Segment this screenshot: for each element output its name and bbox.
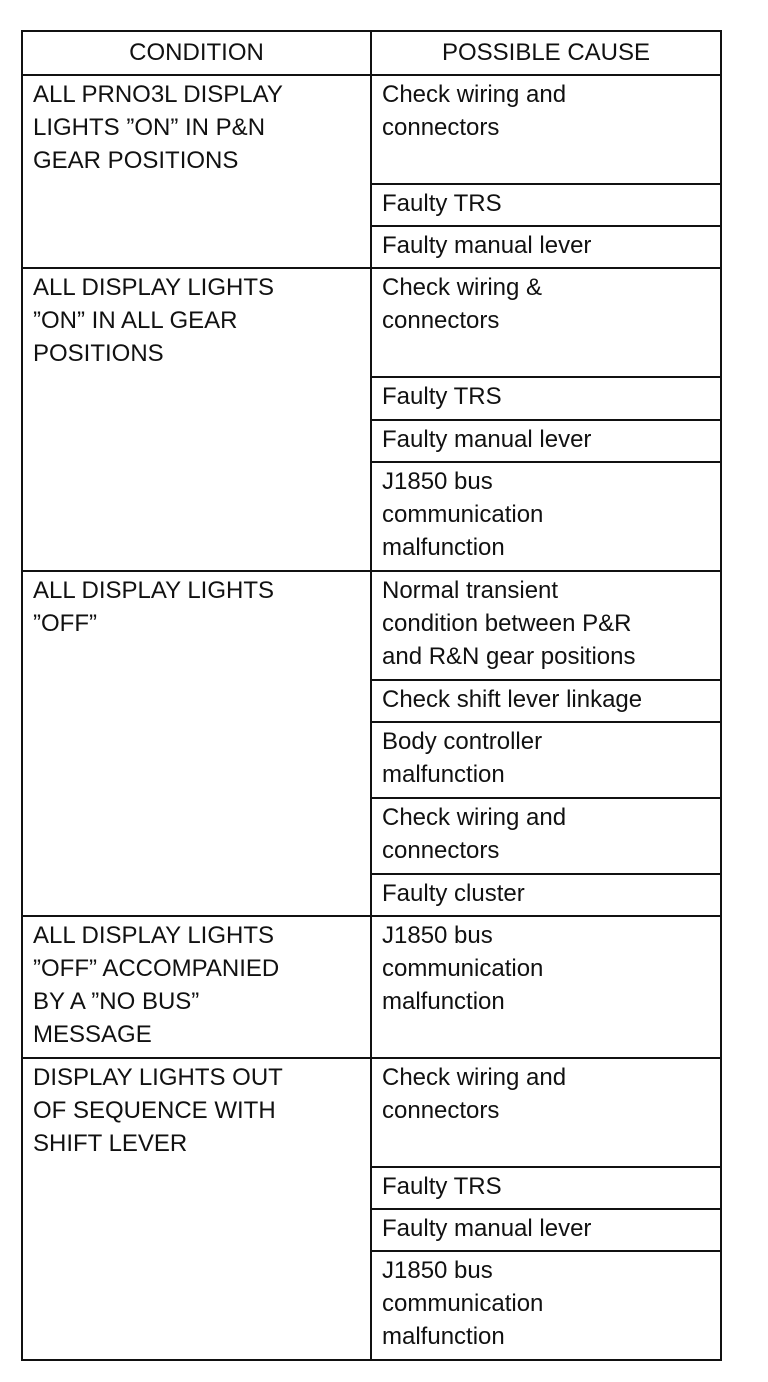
cause-cell: Normal transient condition between P&R and R&N gear positions	[371, 571, 721, 680]
table-row	[22, 268, 721, 377]
cause-cell: Check wiring and connectors	[371, 75, 721, 184]
cause-cell: Check wiring & connectors	[371, 268, 721, 377]
condition-cell: DISPLAY LIGHTS OUT OF SEQUENCE WITH SHIFT LEVER	[22, 1058, 371, 1360]
cause-cell: Check shift lever linkage	[371, 680, 721, 722]
cause-cell: Check wiring and connectors	[371, 798, 721, 874]
condition-header: CONDITION	[22, 31, 371, 75]
cause-cell: Faulty manual lever	[371, 420, 721, 462]
header-row	[22, 31, 721, 75]
cause-cell: Faulty cluster	[371, 874, 721, 916]
cause-cell: J1850 bus communication malfunction	[371, 462, 721, 571]
cause-cell: Body controller malfunction	[371, 722, 721, 798]
cause-cell: Check wiring and connectors	[371, 1058, 721, 1167]
cause-cell: Faulty TRS	[371, 377, 721, 420]
cause-cell: Faulty manual lever	[371, 1209, 721, 1251]
cause-cell: Faulty TRS	[371, 1167, 721, 1209]
condition-cell: ALL DISPLAY LIGHTS ”OFF” ACCOMPANIED BY A ”NO BUS” MESSAGE	[22, 916, 371, 1058]
cause-cell: J1850 bus communication malfunction	[371, 916, 721, 1058]
condition-cell: ALL DISPLAY LIGHTS ”ON” IN ALL GEAR POSITIONS	[22, 268, 371, 571]
cause-cell: J1850 bus communication malfunction	[371, 1251, 721, 1360]
condition-cell: ALL DISPLAY LIGHTS ”OFF”	[22, 571, 371, 916]
diagnosis-table	[21, 30, 722, 1361]
possible-cause-header: POSSIBLE CAUSE	[371, 31, 721, 75]
table-row	[22, 571, 721, 680]
cause-cell: Faulty manual lever	[371, 226, 721, 268]
cause-cell: Faulty TRS	[371, 184, 721, 226]
table-row	[22, 75, 721, 184]
table-row	[22, 916, 721, 1058]
condition-cell: ALL PRNO3L DISPLAY LIGHTS ”ON” IN P&N GEAR POSITIONS	[22, 75, 371, 268]
table-row	[22, 1058, 721, 1167]
